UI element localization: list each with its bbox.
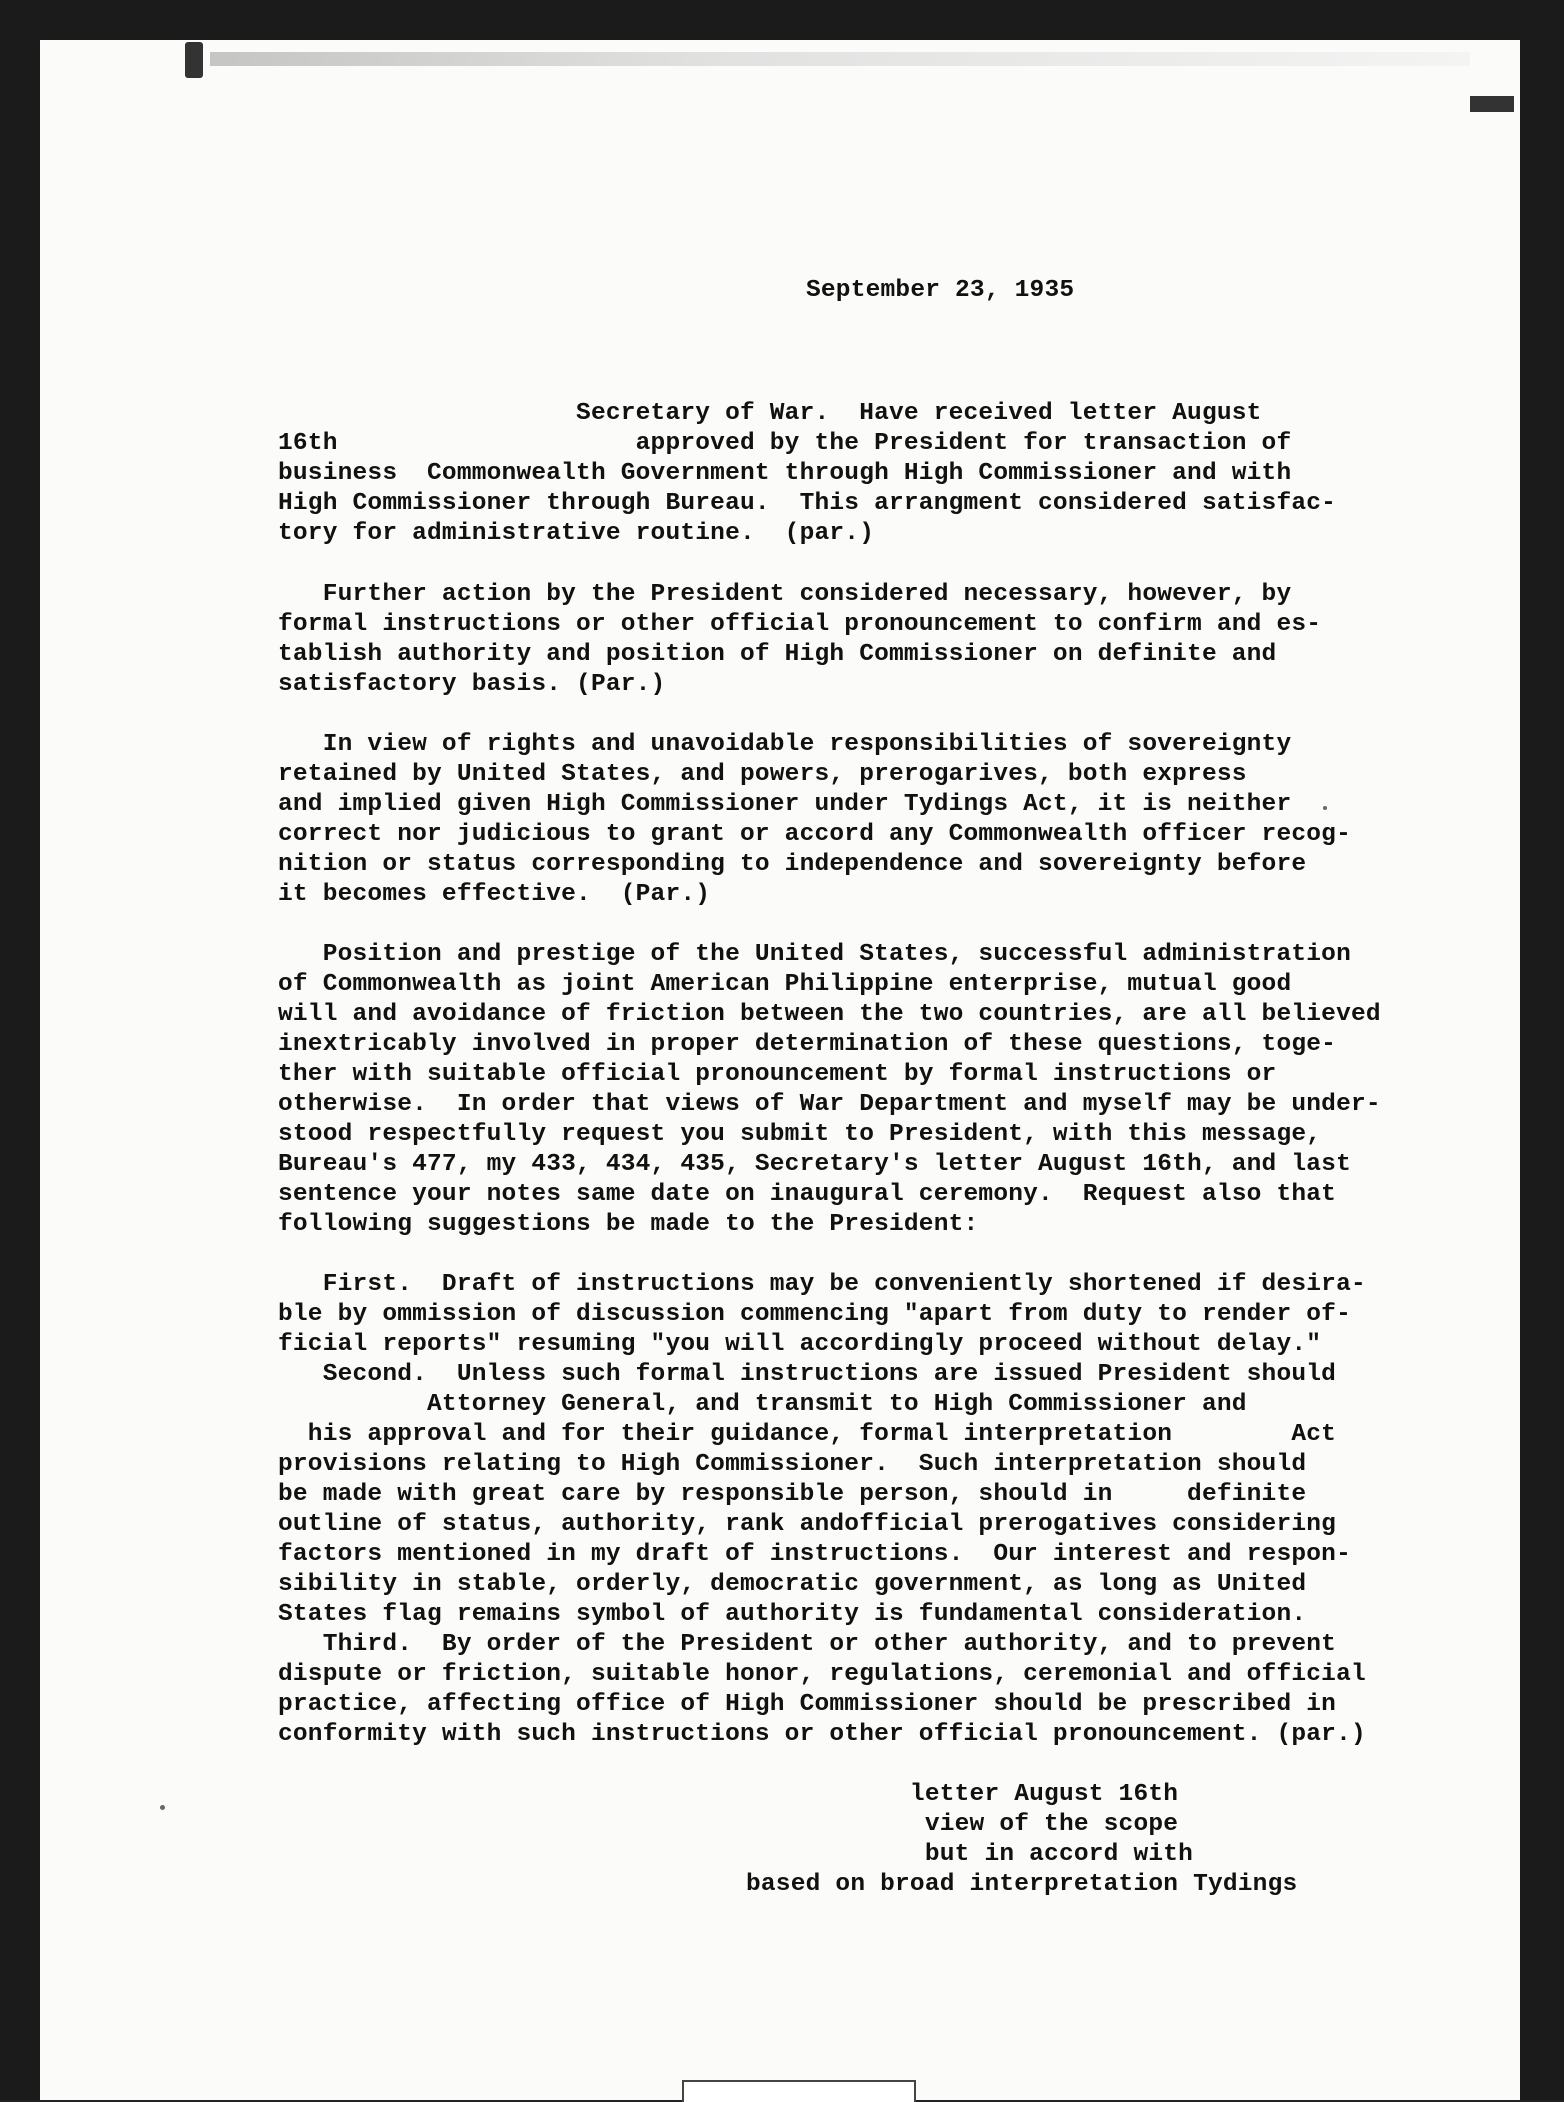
- footer-tab: [682, 2080, 916, 2102]
- scan-border-top: [0, 0, 1564, 40]
- closing-fragment: letter August 16th view of the scope but in accord with based on broad interpretation Tydings: [746, 1781, 1298, 1898]
- paragraph-5-suggestions: First. Draft of instructions may be conveniently shortened if desira- ble by ommission of discussion commencing "apart from duty to render of- ficial reports" resuming "you will accordingly proceed without delay." Second. Unless such formal instructions are issued President should Attorney General, and transmit to High Commissioner and his approval and for their guidance, formal interpretation Act provisions relating to High Commissioner. Such interpretation should be made with great care by responsible person, should in definite outline of status, authority, rank andofficial prerogatives considering factors mentioned in my draft of instructions. Our interest and respon- sibility in stable, orderly, democratic government, as long as United States flag remains symbol of authority is fundamental consideration. Third. By order of the President or other authority, and to prevent dispute or friction, suitable honor, regulations, ceremonial and official practice, affecting office of High Commissioner should be prescribed in conformity with such instructions or other official pronouncement. (par.): [278, 1271, 1366, 1748]
- paragraph-2: Further action by the President considered necessary, however, by formal instructions or other official pronouncement to confirm and es- tablish authority and position of High Commissioner on definite and satisfactory basis. (Par.): [278, 581, 1322, 698]
- paragraph-1: Secretary of War. Have received letter August 16th approved by the President for transaction of business Commonwealth Government through High Commissioner and with High Commissioner through Bureau. This arrangment considered satisfac- tory for administrative routine. (par.): [278, 400, 1337, 547]
- scan-border-left: [0, 0, 40, 2100]
- paragraph-3: In view of rights and unavoidable responsibilities of sovereignty retained by United States, and powers, prerogarives, both express and implied given High Commissioner under Tydings Act, it is neither correct nor judicious to grant or accord any Commonwealth officer recog- nition or status corresponding to independence and sovereignty before it becomes effective. (Par.): [278, 731, 1351, 908]
- speck: [160, 1805, 165, 1810]
- scan-border-right: [1520, 0, 1564, 2100]
- letter-date: September 23, 1935: [806, 277, 1075, 304]
- tape-mark: [185, 42, 203, 78]
- speck: [1323, 806, 1327, 810]
- paper-clip-mark: [1470, 96, 1514, 112]
- paragraph-4: Position and prestige of the United States, successful administration of Commonwealth as joint American Philippine enterprise, mutual good will and avoidance of friction between the two countries, are all believed inextricably involved in proper determination of these questions, toge- ther with suitable official pronouncement by formal instructions or otherwise. In order that views of War Department and myself may be under- stood respectfully request you submit to President, with this message, Bureau's 477, my 433, 434, 435, Secretary's letter August 16th, and last sentence your notes same date on inaugural ceremony. Request also that following suggestions be made to the President:: [278, 941, 1381, 1238]
- top-edge-smear: [210, 52, 1470, 66]
